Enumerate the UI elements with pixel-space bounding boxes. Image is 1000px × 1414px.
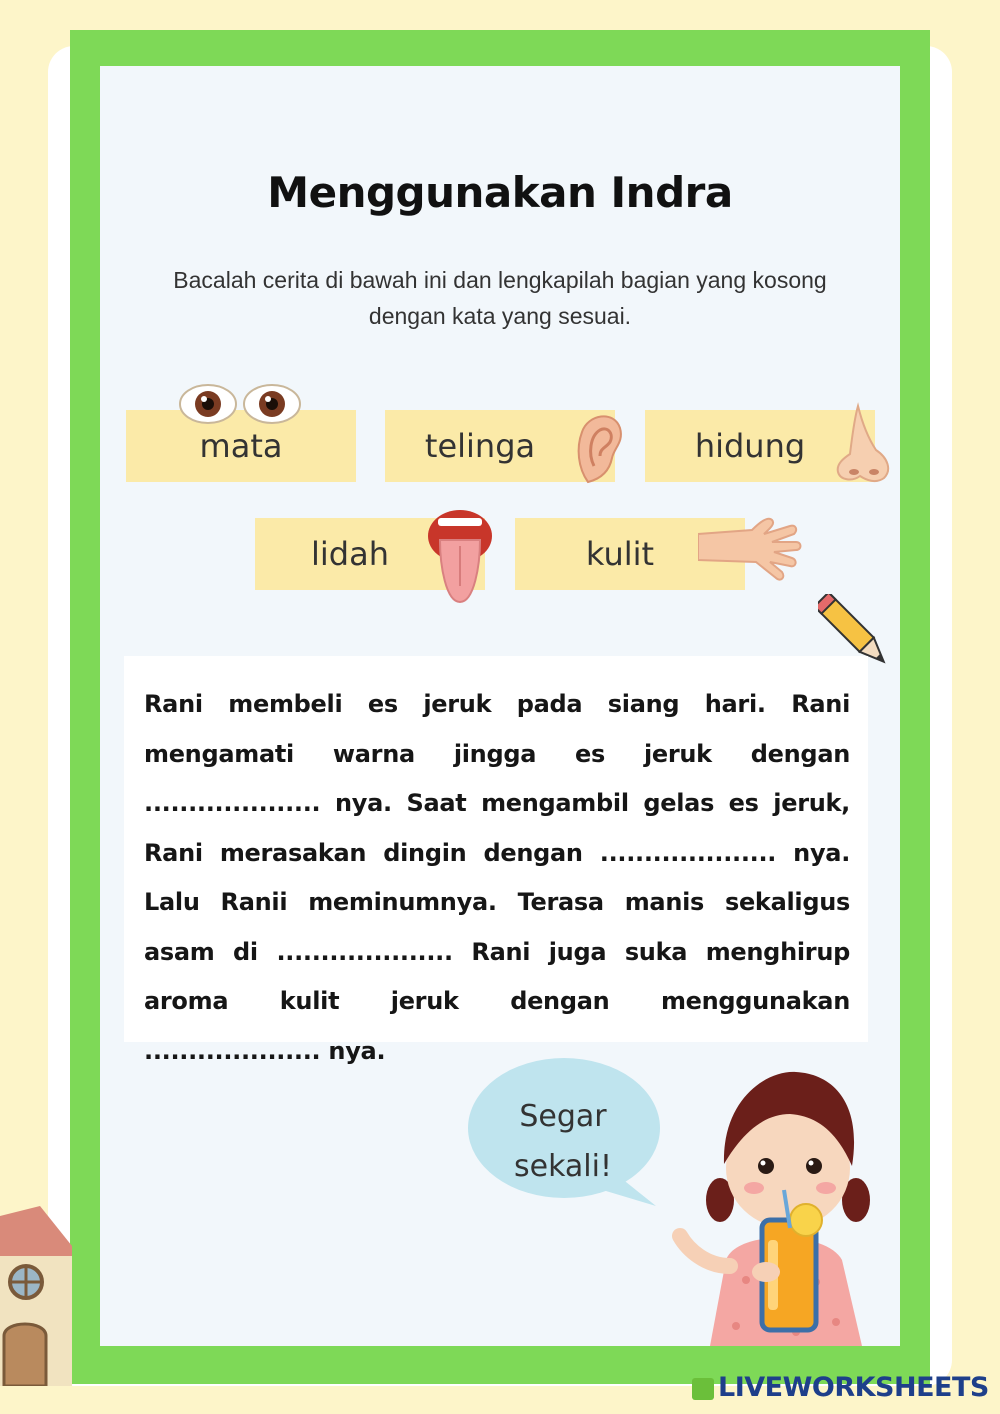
logo-mark-icon	[692, 1378, 714, 1400]
hand-icon	[698, 512, 802, 584]
story-sentence: Rani juga suka menghirup aroma kulit jeruk dengan menggunakan	[144, 937, 850, 1015]
answer-blank-3[interactable]: ....................	[276, 937, 453, 966]
story-sentence: nya.	[328, 1036, 386, 1065]
story-sentence: nya. Saat mengambil gelas es jeruk, Rani merasakan dingin dengan	[144, 789, 850, 867]
answer-blank-4[interactable]: ....................	[144, 1036, 321, 1065]
eyes-icon	[176, 380, 304, 428]
word-label: telinga	[424, 427, 536, 465]
ear-icon	[574, 408, 626, 486]
story-box	[124, 656, 868, 1065]
word-label: kulit	[585, 535, 655, 573]
story-text	[144, 680, 850, 1076]
speech-bubble-text	[488, 1092, 638, 1192]
tongue-icon	[426, 506, 494, 606]
house-illustration	[0, 1206, 72, 1386]
answer-blank-1[interactable]: ....................	[144, 789, 321, 817]
story-sentence: Rani membeli es jeruk pada siang hari. Rani mengamati warna jingga es jeruk dengan	[144, 690, 850, 768]
liveworksheets-logo[interactable]	[692, 1372, 989, 1403]
bubble-line: sekali!	[513, 1149, 612, 1184]
girl-illustration	[666, 1060, 906, 1346]
nose-icon	[832, 402, 896, 486]
answer-blank-2[interactable]: ....................	[599, 838, 777, 867]
bubble-line: Segar	[519, 1099, 607, 1134]
word-label: lidah	[311, 535, 389, 573]
story-sentence: nya. Lalu Ranii meminumnya. Terasa manis sekaligus asam di	[144, 838, 851, 966]
word-label: mata	[199, 427, 283, 465]
instruction-text: Bacalah cerita di bawah ini dan lengkapilah bagian yang kosong dengan kata yang sesuai.	[173, 267, 827, 329]
word-label: hidung	[694, 427, 806, 465]
page-title: Menggunakan Indra	[267, 168, 733, 217]
brand-text: LIVEWORKSHEETS	[718, 1372, 989, 1403]
